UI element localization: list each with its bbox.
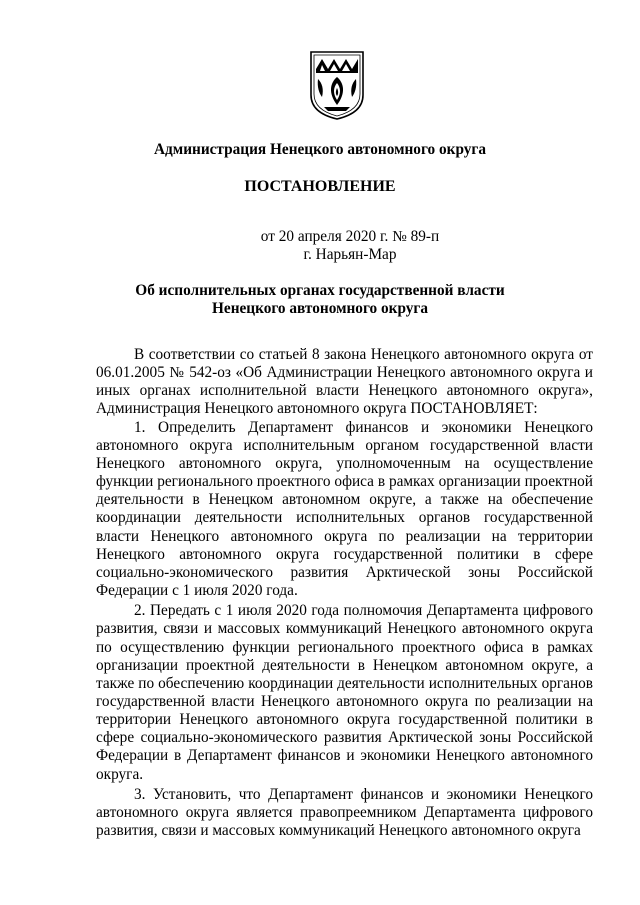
organization-name: Администрация Ненецкого автономного округа	[153, 141, 486, 158]
clause-3-paragraph: 3. Установить, что Департамент финансов и экономики Ненецкого автономного округа является правопреемником Департамента цифрового развития, связи и массовых коммуникаций Ненецкого автономного округа	[96, 785, 593, 840]
document-date-number: от 20 апреля 2020 г. № 89-п	[260, 228, 440, 245]
document-body	[96, 346, 593, 840]
document-type: ПОСТАНОВЛЕНИЕ	[244, 178, 396, 195]
document-city: г. Нарьян-Мар	[303, 246, 397, 263]
clause-1-paragraph: 1. Определить Департамент финансов и экономики Ненецкого автономного округа исполнительным органом государственной власти Ненецкого автономного округа, уполномоченным на осуществление функции регионального проектного офиса в рамках организации проектной деятельности в Ненецком автономном округе, а также на обеспечение координации деятельности исполнительных органов государственной власти Ненецкого автономного округа по реализации на территории Ненецкого автономного округа государственной политики в сфере социально-экономического развития Арктической зоны Российской Федерации с 1 июля 2020 года.	[96, 418, 593, 600]
document-subject-line-1: Об исполнительных органах государственной власти	[135, 282, 505, 299]
nenets-coat-of-arms-icon	[308, 49, 366, 121]
document-subject-line-2: Ненецкого автономного округа	[212, 300, 428, 317]
preamble-paragraph: В соответствии со статьей 8 закона Ненецкого автономного округа от 06.01.2005 № 542-оз «Об Администрации Ненецкого автономного округа и иных органах исполнительной власти Ненецкого автономного округа», Администрация Ненецкого автономного округа ПОСТАНОВЛЯЕТ:	[96, 346, 593, 418]
clause-2-paragraph: 2. Передать с 1 июля 2020 года полномочия Департамента цифрового развития, связи и массовых коммуникаций Ненецкого автономного округа по осуществлению функции регионального проектного офиса в рамках организации проектной деятельности в Ненецком автономном округе, а также по обеспечению координации деятельности исполнительных органов государственной власти Ненецкого автономного округа по реализации на территории Ненецкого автономного округа государственной политики в сфере социально-экономического развития Арктической зоны Российской Федерации в Департамент финансов и экономики Ненецкого автономного округа.	[96, 602, 593, 783]
